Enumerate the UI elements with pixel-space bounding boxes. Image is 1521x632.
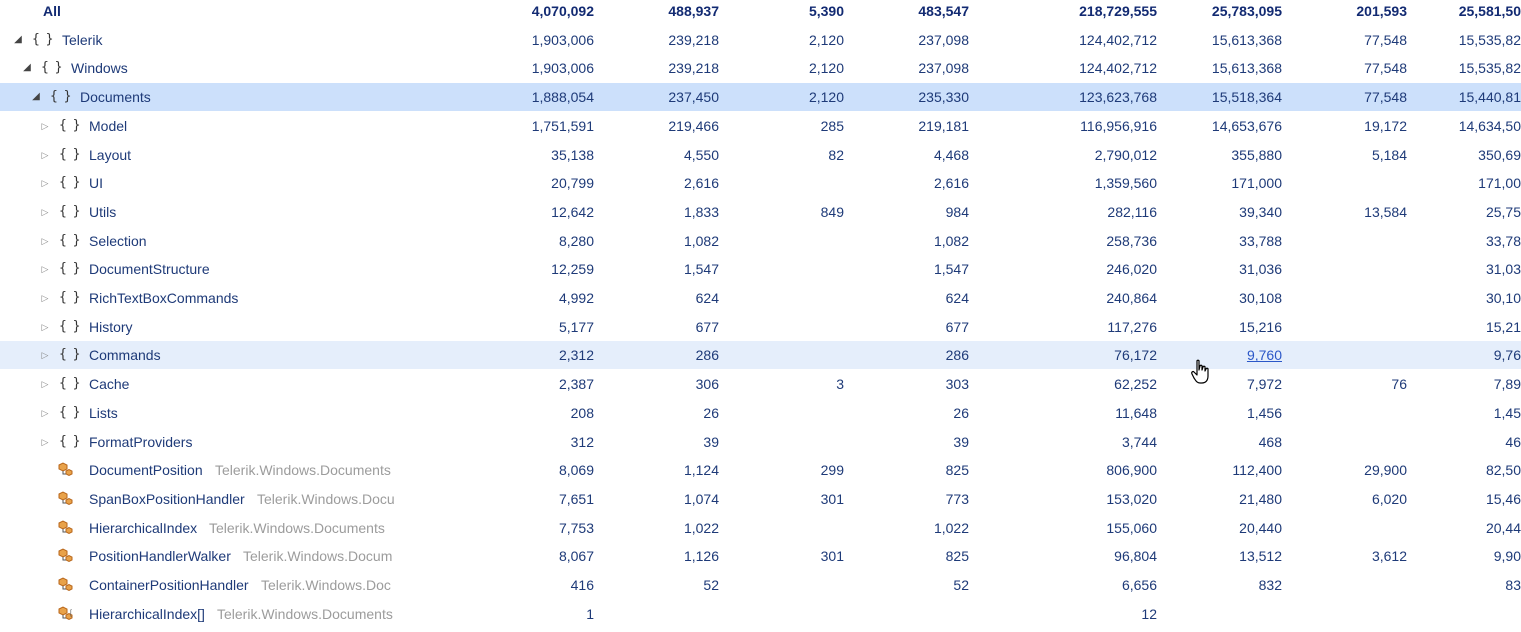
row-value-col-3: 301	[820, 548, 844, 565]
row-name: Model	[89, 117, 128, 134]
tree-row-utils[interactable]	[0, 198, 1521, 226]
row-value-col-1: 8,067	[558, 548, 594, 565]
header-total-col-4: 483,547	[918, 3, 969, 19]
row-value-col-5: 240,864	[1106, 290, 1157, 306]
row-value-col-2: 1,124	[683, 462, 719, 479]
braces-icon: { }	[59, 117, 80, 133]
braces-icon: { }	[59, 232, 80, 248]
row-value-col-1: 20,799	[551, 175, 594, 192]
row-value-col-1: 7,753	[558, 519, 594, 536]
row-value-col-8: 20,44	[1485, 519, 1521, 536]
row-value-col-6: 15,613,368	[1211, 60, 1282, 77]
braces-icon: { }	[59, 376, 80, 392]
row-value-col-5: 62,252	[1114, 376, 1157, 393]
header-total-col-8: 25,581,50	[1458, 3, 1521, 19]
row-value-col-7: 19,172	[1364, 117, 1407, 134]
row-value-col-7: 3,612	[1371, 548, 1407, 565]
row-value-col-3	[724, 399, 844, 427]
header-total-col-5: 218,729,555	[1079, 3, 1157, 19]
row-value-col-5: 3,744	[1121, 433, 1157, 450]
row-value-col-6: 31,036	[1239, 261, 1282, 278]
row-value-col-6: 15,613,368	[1211, 31, 1282, 48]
row-value-col-2: 1,547	[683, 261, 719, 278]
row-value-col-8: 83	[1505, 577, 1521, 593]
row-value-col-5: 11,648	[1115, 404, 1157, 421]
row-value-col-8: 15,535,82	[1458, 31, 1521, 48]
row-value-col-5: 124,402,712	[1079, 31, 1157, 48]
tree-row-spanboxpositionhandler[interactable]	[0, 485, 1521, 513]
row-value-col-6: 13,512	[1239, 548, 1282, 565]
row-name: PositionHandlerWalker	[89, 548, 231, 565]
row-value-col-5: 282,116	[1107, 203, 1157, 220]
row-name: DocumentPosition	[89, 462, 203, 479]
triangle-collapsed-icon[interactable]: ▷	[41, 178, 49, 189]
row-value-col-5: 246,020	[1106, 261, 1157, 278]
row-value-col-5: 76,172	[1114, 347, 1157, 364]
row-value-col-8: 30,10	[1485, 290, 1521, 306]
row-value-col-2: 286	[695, 347, 719, 364]
row-value-col-6: 1,456	[1246, 404, 1282, 421]
row-value-col-5: 96,804	[1114, 548, 1157, 565]
triangle-expanded-icon[interactable]: ◢	[14, 33, 22, 45]
triangle-collapsed-icon[interactable]: ▷	[41, 407, 49, 418]
class-icon	[57, 491, 75, 507]
row-value-col-1: 2,387	[558, 376, 594, 393]
row-value-col-1: 12,259	[551, 261, 594, 278]
row-value-col-4: 303	[945, 376, 969, 393]
triangle-collapsed-icon[interactable]: ▷	[41, 264, 49, 275]
header-total-col-6: 25,783,095	[1211, 3, 1282, 19]
row-value-col-6: 832	[1258, 577, 1282, 593]
row-value-col-1: 4,992	[558, 290, 594, 306]
tree-row-documents[interactable]	[0, 83, 1521, 111]
row-value-col-8: 82,50	[1485, 462, 1521, 479]
class-icon	[57, 520, 75, 536]
row-name: Cache	[89, 376, 130, 393]
row-value-col-4: 52	[953, 577, 969, 593]
tree-row-cache[interactable]	[0, 370, 1521, 398]
row-value-col-1: 1	[586, 605, 594, 622]
row-value-col-8: 46	[1505, 433, 1521, 450]
row-name: Telerik	[62, 31, 103, 48]
row-value-col-2: 1,126	[683, 548, 719, 565]
row-value-col-8: 33,78	[1485, 232, 1521, 249]
row-name: Selection	[89, 232, 147, 249]
row-value-col-2: 1,074	[683, 490, 719, 507]
row-value-col-6: 20,440	[1239, 519, 1282, 536]
header-total-col-3: 5,390	[808, 3, 844, 19]
row-value-col-1: 1,888,054	[531, 89, 594, 106]
row-value-col-7	[1287, 600, 1407, 628]
row-value-col-3	[724, 255, 844, 283]
braces-icon: { }	[41, 60, 62, 76]
row-value-col-1: 312	[570, 433, 594, 450]
row-value-col-7	[1287, 399, 1407, 427]
row-value-col-1: 1,903,006	[531, 60, 594, 77]
row-value-col-4: 624	[945, 290, 969, 306]
row-value-col-7: 29,900	[1364, 462, 1407, 479]
row-value-col-5: 806,900	[1106, 462, 1157, 479]
triangle-expanded-icon[interactable]: ◢	[23, 62, 31, 74]
row-value-col-7	[1287, 284, 1407, 312]
row-namespace-ref: Telerik.Windows.Documents	[209, 519, 385, 536]
triangle-collapsed-icon[interactable]: ▷	[41, 235, 49, 246]
hand-pointer-icon	[1190, 359, 1210, 385]
row-value-col-3	[724, 169, 844, 197]
row-value-col-4	[849, 600, 969, 628]
row-name: Windows	[71, 60, 128, 77]
row-value-col-3: 301	[820, 490, 844, 507]
row-value-col-3	[724, 571, 844, 599]
row-value-col-6	[1162, 341, 1282, 369]
braces-icon: { }	[59, 433, 80, 449]
row-value-col-6: 33,788	[1239, 232, 1282, 249]
header-total-col-2: 488,937	[668, 3, 719, 19]
row-value-col-7: 77,548	[1364, 60, 1407, 77]
triangle-collapsed-icon[interactable]: ▷	[41, 206, 49, 217]
triangle-expanded-icon[interactable]: ◢	[32, 91, 40, 103]
header-total-col-1: 4,070,092	[531, 3, 594, 19]
row-value-col-5: 12	[1141, 605, 1157, 622]
row-value-col-8: 31,03	[1485, 261, 1521, 278]
row-value-col-4: 825	[945, 462, 969, 479]
row-value-col-8: 350,69	[1478, 146, 1521, 163]
row-value-col-5: 2,790,012	[1094, 146, 1157, 163]
tree-row-containerpositionhandler[interactable]	[0, 571, 1521, 599]
row-value-col-6: 468	[1258, 433, 1282, 450]
row-value-col-7	[1287, 313, 1407, 341]
row-value-col-7	[1287, 514, 1407, 542]
triangle-collapsed-icon[interactable]: ▷	[41, 120, 49, 131]
row-value-col-8: 1,45	[1493, 404, 1521, 421]
row-value-col-3: 2,120	[808, 31, 844, 48]
row-name: UI	[89, 175, 103, 192]
tree-row-documentstructure[interactable]	[0, 255, 1521, 283]
row-namespace-ref: Telerik.Windows.Documents	[217, 605, 393, 622]
row-name: History	[89, 318, 133, 335]
row-name: SpanBoxPositionHandler	[89, 490, 245, 507]
row-value-col-3: 3	[836, 376, 844, 393]
row-namespace-ref: Telerik.Windows.Documents	[215, 462, 391, 479]
row-value-col-4: 237,098	[918, 60, 969, 77]
braces-icon: { }	[59, 203, 80, 219]
row-value-col-5: 117,276	[1107, 318, 1157, 335]
row-value-col-6: 39,340	[1239, 203, 1282, 220]
row-value-col-3	[724, 341, 844, 369]
svg-text:[: [	[70, 609, 72, 617]
row-name: Lists	[89, 404, 118, 421]
row-value-col-3: 2,120	[808, 89, 844, 106]
row-value-col-2: 26	[703, 404, 719, 421]
row-value-col-5: 258,736	[1106, 232, 1157, 249]
row-value-col-2: 4,550	[683, 146, 719, 163]
row-value-col-4: 984	[945, 203, 969, 220]
row-value-col-7: 77,548	[1364, 31, 1407, 48]
row-name: HierarchicalIndex[]	[89, 605, 205, 622]
tree-row-windows[interactable]	[0, 54, 1521, 82]
row-value-col-5: 6,656	[1121, 577, 1157, 593]
tree-row-richtextboxcommands[interactable]	[0, 284, 1521, 312]
tree-row-hierarchicalindex-[interactable]	[0, 600, 1521, 628]
row-value-col-3	[724, 428, 844, 456]
row-value-col-1: 208	[570, 404, 594, 421]
tree-row-ui[interactable]	[0, 169, 1521, 197]
braces-icon: { }	[59, 404, 80, 420]
row-value-col-8: 9,90	[1493, 548, 1521, 565]
row-value-col-5: 1,359,560	[1094, 175, 1157, 192]
row-value-col-4: 4,468	[933, 146, 969, 163]
row-value-col-1: 416	[570, 577, 594, 593]
row-value-col-6	[1162, 600, 1282, 628]
tree-row-commands[interactable]	[0, 341, 1521, 369]
tree-row-history[interactable]	[0, 313, 1521, 341]
row-value-col-5: 124,402,712	[1079, 60, 1157, 77]
row-value-col-3: 82	[828, 146, 844, 163]
row-value-col-6: 171,000	[1231, 175, 1282, 192]
row-name: Documents	[80, 89, 151, 106]
row-value-col-8: 15,21	[1485, 318, 1521, 335]
row-value-col-3: 849	[820, 203, 844, 220]
row-name: Commands	[89, 347, 161, 364]
row-value-col-3	[724, 600, 844, 628]
row-value-col-6: 30,108	[1239, 290, 1282, 306]
row-value-col-2: 306	[695, 376, 719, 393]
row-value-col-4: 235,330	[918, 89, 969, 106]
braces-icon: { }	[59, 175, 80, 191]
row-value-col-8: 7,89	[1493, 376, 1521, 393]
row-value-col-2: 237,450	[668, 89, 719, 106]
row-value-col-7	[1287, 341, 1407, 369]
row-name: HierarchicalIndex	[89, 519, 198, 536]
row-value-col-3	[724, 227, 844, 255]
row-value-col-7	[1287, 169, 1407, 197]
row-value-col-1: 2,312	[558, 347, 594, 364]
row-value-col-4: 237,098	[918, 31, 969, 48]
row-value-col-4: 1,547	[933, 261, 969, 278]
row-value-col-4: 1,082	[933, 232, 969, 249]
row-value-col-7: 77,548	[1364, 89, 1407, 106]
row-namespace-ref: Telerik.Windows.Docu	[257, 490, 395, 507]
row-value-col-4: 825	[945, 548, 969, 565]
tree-row-model[interactable]	[0, 112, 1521, 140]
triangle-collapsed-icon[interactable]: ▷	[41, 379, 49, 390]
row-value-col-8: 15,46	[1485, 490, 1521, 507]
row-value-col-1: 35,138	[551, 146, 594, 163]
row-name: DocumentStructure	[89, 261, 210, 278]
row-value-col-8: 9,76	[1493, 347, 1521, 364]
row-value-col-1: 1,751,591	[531, 117, 594, 134]
row-value-col-6: 21,480	[1239, 490, 1282, 507]
tree-row-telerik[interactable]	[0, 26, 1521, 54]
row-value-col-7: 13,584	[1364, 203, 1407, 220]
row-value-col-2: 1,022	[683, 519, 719, 536]
triangle-collapsed-icon[interactable]: ▷	[41, 293, 49, 303]
row-value-col-2: 39	[703, 433, 719, 450]
row-value-col-6: 14,653,676	[1211, 117, 1282, 134]
row-value-col-2: 219,466	[668, 117, 719, 134]
row-value-col-6: 355,880	[1231, 146, 1282, 163]
row-value-col-6: 112,400	[1232, 462, 1282, 479]
row-value-col-7	[1287, 428, 1407, 456]
row-value-col-3: 285	[820, 117, 844, 134]
row-value-col-2: 1,082	[683, 232, 719, 249]
braces-icon: { }	[59, 290, 80, 305]
row-value-col-4: 26	[953, 404, 969, 421]
row-value-col-3	[724, 313, 844, 341]
row-value-col-2: 624	[695, 290, 719, 306]
row-value-col-8: 15,440,81	[1458, 89, 1521, 106]
row-value-col-3	[724, 284, 844, 312]
triangle-collapsed-icon[interactable]: ▷	[41, 436, 49, 447]
tree-row-layout[interactable]	[0, 141, 1521, 169]
row-value-col-8	[1401, 600, 1521, 628]
braces-icon: { }	[59, 261, 80, 277]
row-value-col-4: 39	[953, 433, 969, 450]
triangle-collapsed-icon[interactable]: ▷	[41, 321, 49, 332]
row-value-col-4: 1,022	[933, 519, 969, 536]
row-value-col-2: 52	[703, 577, 719, 593]
row-name: RichTextBoxCommands	[89, 290, 239, 306]
row-value-col-2: 1,833	[683, 203, 719, 220]
row-name: FormatProviders	[89, 433, 193, 450]
tree-row-selection[interactable]	[0, 227, 1521, 255]
triangle-collapsed-icon[interactable]: ▷	[41, 350, 49, 361]
row-name: Layout	[89, 146, 132, 163]
class-array-icon	[57, 606, 75, 622]
row-value-col-3	[724, 514, 844, 542]
row-value-col-2: 677	[695, 318, 719, 335]
row-value-col-1: 7,651	[558, 490, 594, 507]
row-value-col-3: 2,120	[808, 60, 844, 77]
braces-icon: { }	[59, 347, 80, 363]
row-value-col-4: 773	[945, 490, 969, 507]
braces-icon: { }	[50, 89, 71, 105]
row-value-col-4: 677	[945, 318, 969, 335]
tree-row-lists[interactable]	[0, 399, 1521, 427]
class-icon	[57, 577, 75, 593]
row-value-col-7	[1287, 227, 1407, 255]
braces-icon: { }	[32, 31, 53, 47]
class-icon	[57, 548, 75, 564]
row-value-col-5: 155,060	[1106, 519, 1157, 536]
row-value-col-7	[1287, 255, 1407, 283]
row-value-col-6: 15,518,364	[1211, 89, 1282, 106]
row-value-col-1: 8,069	[558, 462, 594, 479]
row-value-col-2: 239,218	[668, 31, 719, 48]
tree-row-positionhandlerwalker[interactable]	[0, 542, 1521, 570]
row-namespace-ref: Telerik.Windows.Doc	[261, 577, 391, 593]
row-value-col-1: 8,280	[558, 232, 594, 249]
header-all-label: All	[43, 3, 61, 19]
row-value-col-2	[599, 600, 719, 628]
row-value-col-7: 76	[1391, 376, 1407, 393]
header-total-col-7: 201,593	[1356, 3, 1407, 19]
row-value-col-1: 1,903,006	[531, 31, 594, 48]
row-value-col-4: 219,181	[918, 117, 969, 134]
tree-row-documentposition[interactable]	[0, 456, 1521, 484]
row-value-col-1: 5,177	[558, 318, 594, 335]
tree-row-formatproviders[interactable]	[0, 428, 1521, 456]
row-value-col-4: 2,616	[933, 175, 969, 192]
row-namespace-ref: Telerik.Windows.Docum	[243, 548, 393, 565]
triangle-collapsed-icon[interactable]: ▷	[41, 149, 49, 160]
row-value-col-6: 7,972	[1246, 376, 1282, 393]
row-value-col-7	[1287, 571, 1407, 599]
row-value-col-8: 25,75	[1485, 203, 1521, 220]
row-value-col-3: 299	[820, 462, 844, 479]
row-value-col-7: 6,020	[1371, 490, 1407, 507]
row-value-col-8: 14,634,50	[1458, 117, 1521, 134]
row-name: Utils	[89, 203, 117, 220]
row-value-col-5: 123,623,768	[1079, 89, 1157, 106]
row-value-col-8: 15,535,82	[1458, 60, 1521, 77]
row-value-col-1: 12,642	[551, 203, 594, 220]
row-value-col-2: 239,218	[668, 60, 719, 77]
header-row-all[interactable]	[0, 0, 1521, 25]
tree-row-hierarchicalindex[interactable]	[0, 514, 1521, 542]
braces-icon: { }	[59, 146, 80, 162]
braces-icon: { }	[59, 318, 80, 334]
row-value-col-5: 153,020	[1106, 490, 1157, 507]
row-value-col-2: 2,616	[683, 175, 719, 192]
row-value-col-4: 286	[945, 347, 969, 364]
row-value-link[interactable]: 9,760	[1246, 347, 1282, 364]
row-value-col-6: 15,216	[1239, 318, 1282, 335]
class-icon	[57, 462, 75, 478]
row-name: ContainerPositionHandler	[89, 577, 249, 593]
row-value-col-8: 171,00	[1478, 175, 1521, 192]
row-value-col-5: 116,956,916	[1080, 117, 1157, 134]
row-value-col-7: 5,184	[1371, 146, 1407, 163]
